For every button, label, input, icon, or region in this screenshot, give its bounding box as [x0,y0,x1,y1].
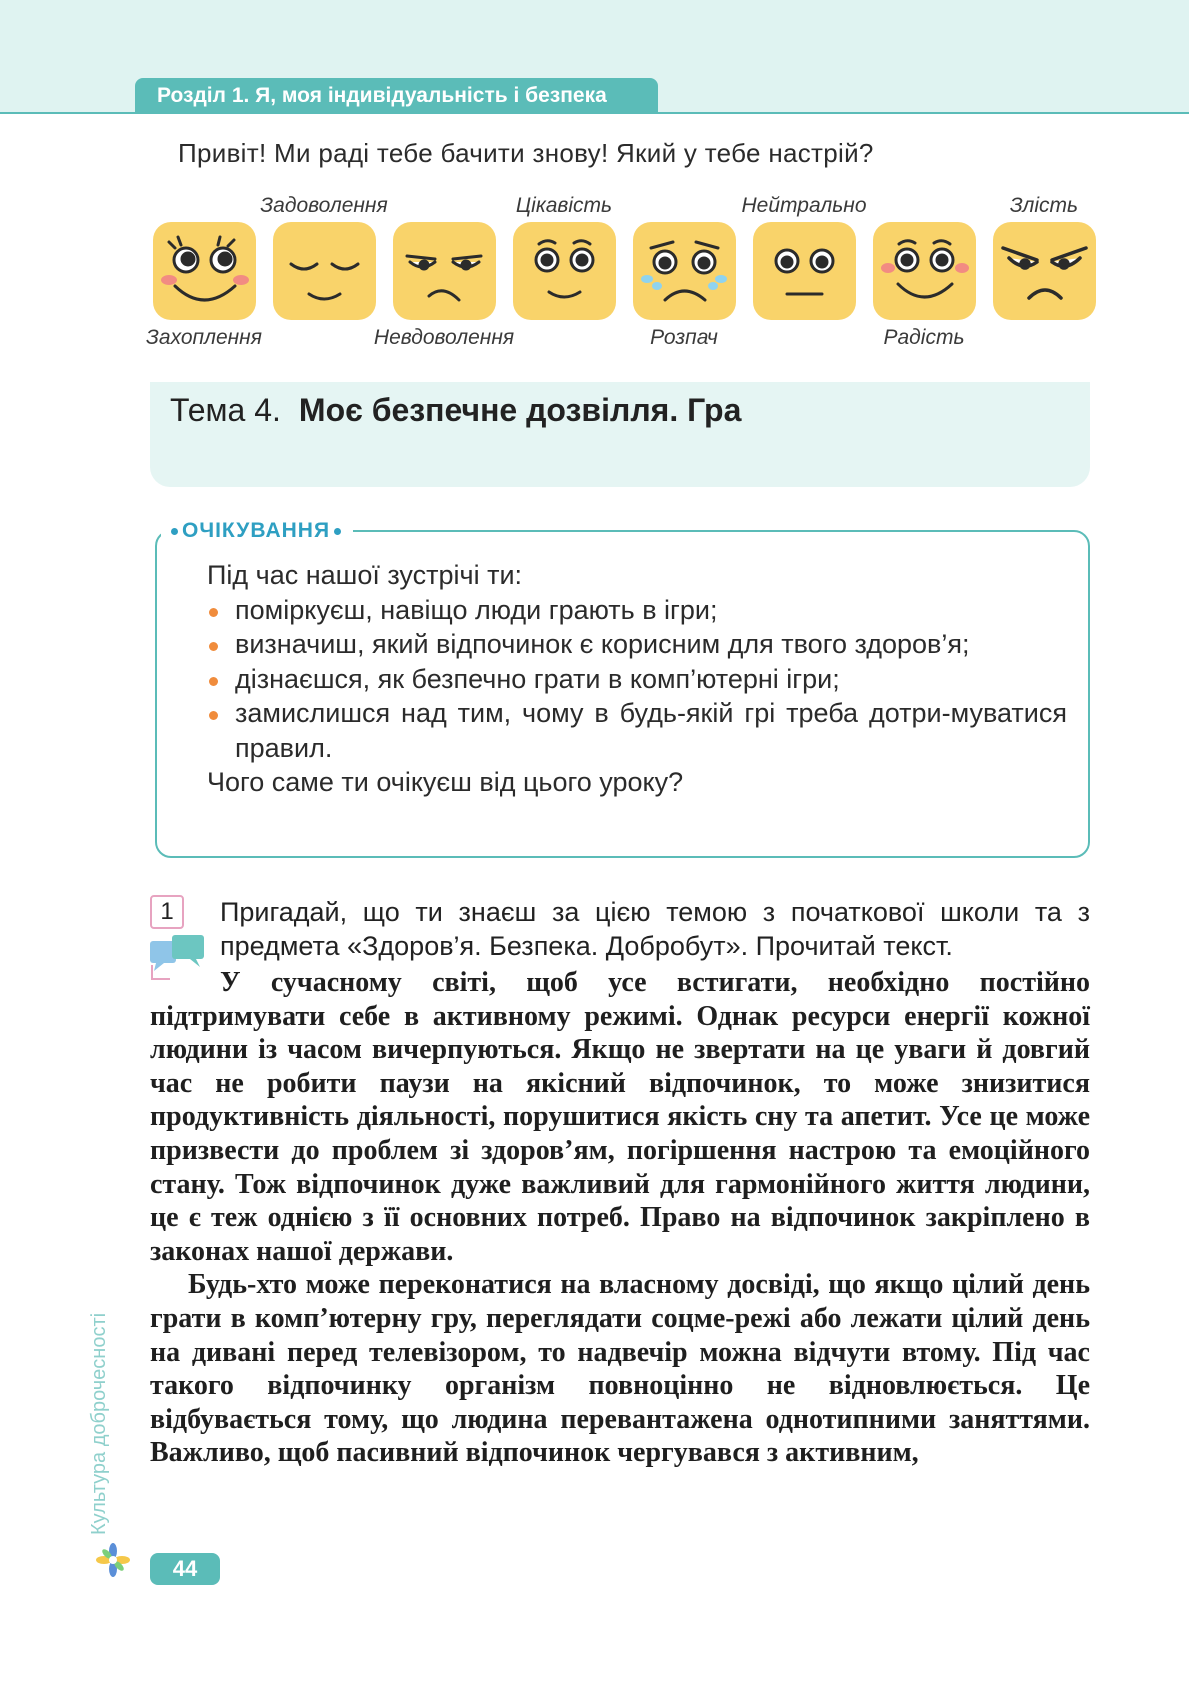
expectation-item: визначиш, який відпочинок є корисним для твого здоров’я; [207,627,1067,662]
reading-paragraph: У сучасному світі, щоб усе встигати, необхідно постійно підтримувати себе в активному режимі. Однак ресурси енергії кожної людини із часом вичерпуються. Якщо не звертати на це уваги й довгий час не робити паузи на якісний відпочинок, то може знизитися продуктивність діяльності, порушитися якість сну та апетит. Усе це може призвести до проблем зі здоров’ям, погіршення настрою та емоційного стану. Тож відпочинок дуже важливий для гармонійного життя людини, це є теж однією з її основних потреб. Право на відпочинок закріплено в законах нашої держави. [150,967,1090,1267]
exercise-number: 1 [150,895,184,929]
label-dot-right [334,528,341,535]
expectation-item: поміркуєш, навіщо люди грають в ігри; [207,593,1067,628]
label-dot-left [171,528,178,535]
face-caption-content: Задоволення [260,194,388,217]
expectations-intro: Під час нашої зустрічі ти: [207,560,523,590]
joy-face-icon[interactable] [873,222,976,320]
despair-face-icon[interactable] [633,222,736,320]
displeased-face-icon[interactable] [393,222,496,320]
flower-icon [96,1543,130,1577]
anger-face-icon[interactable] [993,222,1096,320]
reading-paragraph: Будь-хто може переконатися на власному досвіді, що якщо цілий день грати в комп’ютерну гру, переглядати соцме-режі або лежати цілий день на дивані перед телевізором, то надвечір можна відчути втому. Під час такого відпочинку організм повноцінно не відновлюється. Це відбувається тому, що людина перевантажена однотипними заняттями. Важливо, щоб пасивний відпочинок чергувався з активним, [150,1269,1090,1469]
side-section-label: Культура доброчесності [88,1312,110,1535]
topic-title [170,392,741,429]
exercise-text: Пригадай, що ти знаєш за цією темою з початкової школи та з предмета «Здоров’я. Безпека. Добробут». Прочитай текст. [220,897,1090,961]
face-caption-excited: Захоплення [146,326,262,349]
face-caption-anger: Злість [1009,194,1079,217]
curious-face-icon[interactable] [513,222,616,320]
expectations-body [207,558,1067,800]
face-caption-curious: Цікавість [515,194,613,217]
excited-face-icon[interactable] [153,222,256,320]
expectations-question: Чого саме ти очікуєш від цього уроку? [207,767,684,797]
expectation-item: дізнаєшся, як безпечно грати в комп’ютерні ігри; [207,662,1067,697]
expectations-label [161,518,353,544]
neutral-face-icon[interactable] [753,222,856,320]
topic-name: Моє безпечне дозвілля. Гра [298,392,742,428]
topic-number: Тема 4. [170,392,281,428]
topic-header [150,382,1090,487]
face-caption-neutral: Нейтрально [741,194,867,217]
face-caption-joy: Радість [883,326,965,349]
page-number: 44 [150,1553,220,1585]
reading-text [150,966,1090,1470]
face-caption-displeased: Невдоволення [373,326,515,349]
content-face-icon[interactable] [273,222,376,320]
chapter-tab: Розділ 1. Я, моя індивідуальність і безпека [135,78,658,114]
expectations-box [155,519,1090,858]
greeting-text: Привіт! Ми раді тебе бачити знову! Який у тебе настрій? [178,138,874,168]
mood-check-section [0,114,1189,376]
face-caption-despair: Розпач [650,326,718,349]
expectation-item: замислишся над тим, чому в будь-якій грі треба дотри-муватися правил. [207,696,1067,765]
expectations-label-text: ОЧІКУВАННЯ [182,519,331,542]
